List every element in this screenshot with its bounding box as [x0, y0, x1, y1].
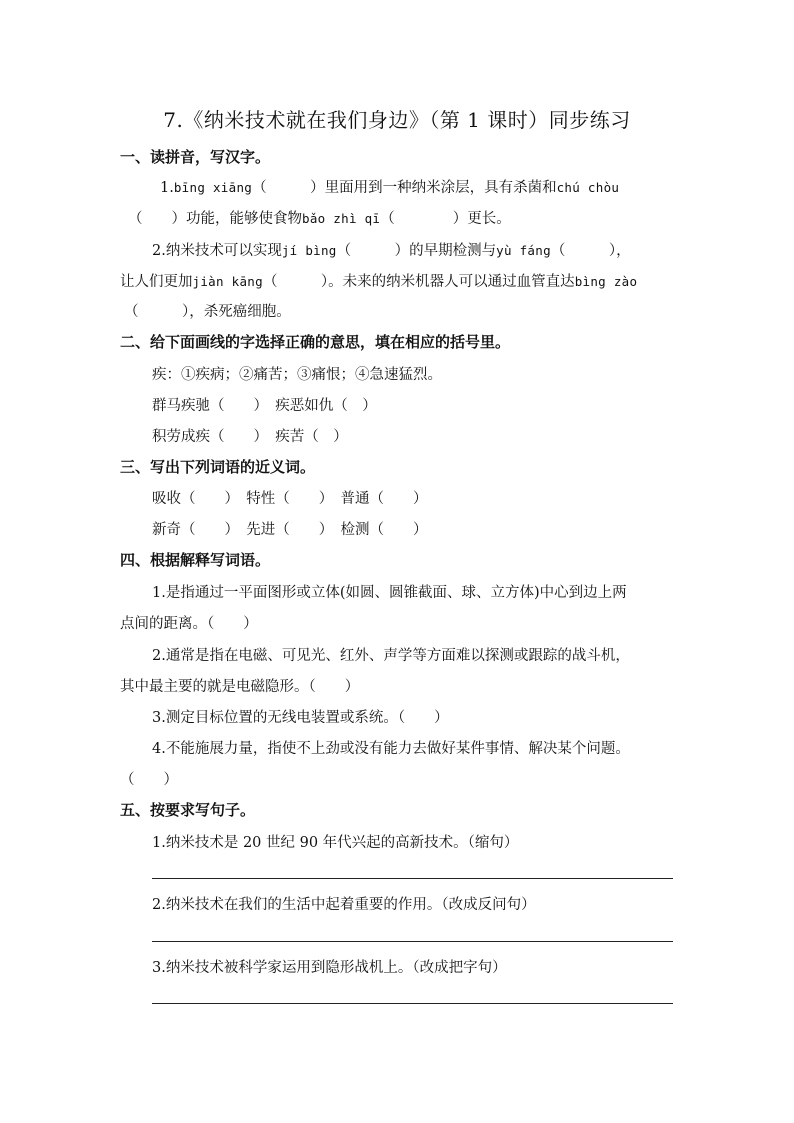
s3-row-1: 吸收（ ） 特性（ ） 普通（ ） — [152, 491, 428, 507]
s1-q2-line3: （ ），杀死癌细胞。 — [124, 304, 291, 320]
answer-line-1[interactable] — [152, 878, 673, 879]
pinyin-jian-kang: jiàn kāng — [192, 274, 263, 289]
s4-q2-line2: 其中最主要的就是电磁隐形。（ ） — [120, 679, 360, 695]
s1-q1-line1 — [160, 176, 619, 197]
pinyin-bing-xiang: bīng xiāng — [173, 180, 253, 195]
pinyin-ji-bing: jí bìng — [281, 243, 337, 258]
s5-q3: 3.纳米技术被科学家运用到隐形战机上。（改成把字句） — [152, 960, 507, 976]
q2-text: 2.纳米技术可以实现 — [152, 243, 282, 259]
pinyin-yu-fang: yù fáng — [496, 243, 551, 258]
q2b-text: 让人们更加 — [120, 274, 193, 290]
s4-q1-line1: 1.是指通过一平面图形或立体(如圆、圆锥截面、球、立方体)中心到边上两 — [152, 585, 627, 601]
section-5-heading: 五、按要求写句子。 — [120, 801, 256, 819]
worksheet-title: 7.《纳米技术就在我们身边》（第 1 课时）同步练习 — [163, 108, 631, 132]
q1b-tail: （ ）更长。 — [380, 211, 511, 227]
s3-row-2: 新奇（ ） 先进（ ） 检测（ ） — [152, 522, 428, 538]
answer-line-2[interactable] — [152, 941, 673, 942]
s2-row-1: 群马疾驰（ ） 疾恶如仇（ ） — [152, 398, 377, 414]
s4-q1-line2: 点间的距离。（ ） — [120, 616, 258, 632]
pinyin-chu-chou: chú chòu — [556, 180, 620, 195]
s4-q4-line1: 4.不能施展力量，指使不上劲或没有能力去做好某件事情、解决某个问题。 — [152, 741, 630, 757]
q1-number: 1. — [160, 180, 174, 196]
answer-line-3[interactable] — [152, 1003, 673, 1004]
s4-q3: 3.测定目标位置的无线电装置或系统。（ ） — [152, 710, 449, 726]
s2-definition: 疾：①疾病；②痛苦；③痛恨；④急速猛烈。 — [152, 367, 442, 383]
s1-q2-line2 — [120, 270, 637, 291]
q1-text: （ ）里面用到一种纳米涂层，具有杀菌和 — [252, 180, 557, 196]
s2-row-2: 积劳成疾（ ） 疾苦（ ） — [152, 429, 348, 445]
section-2-heading: 二、给下面画线的字选择正确的意思，填在相应的括号里。 — [120, 333, 511, 351]
q1b-text: （ ）功能，能够使食物 — [128, 211, 302, 227]
section-3-heading: 三、写出下列词语的近义词。 — [120, 458, 316, 476]
s1-q2-line1 — [152, 239, 631, 260]
pinyin-bao-zhi-qi: bǎo zhì qī — [302, 211, 381, 226]
pinyin-bing-zao: bìng zào — [574, 274, 638, 289]
q2b-mid: （ ）。未来的纳米机器人可以通过血管直达 — [262, 274, 575, 290]
s5-q1: 1.纳米技术是 20 世纪 90 年代兴起的高新技术。（缩句） — [152, 835, 519, 851]
s5-q2: 2.纳米技术在我们的生活中起着重要的作用。（改成反问句） — [152, 897, 536, 913]
q2-mid: （ ）的早期检测与 — [336, 243, 497, 259]
section-4-heading: 四、根据解释写词语。 — [120, 551, 271, 569]
s1-q1-line2 — [128, 207, 511, 228]
s4-q2-line1: 2.通常是指在电磁、可见光、红外、声学等方面难以探测或跟踪的战斗机， — [152, 648, 630, 664]
section-1-heading: 一、读拼音，写汉字。 — [120, 148, 271, 166]
q2-tail: （ ）， — [550, 243, 631, 259]
s4-q4-line2: （ ） — [120, 772, 178, 788]
